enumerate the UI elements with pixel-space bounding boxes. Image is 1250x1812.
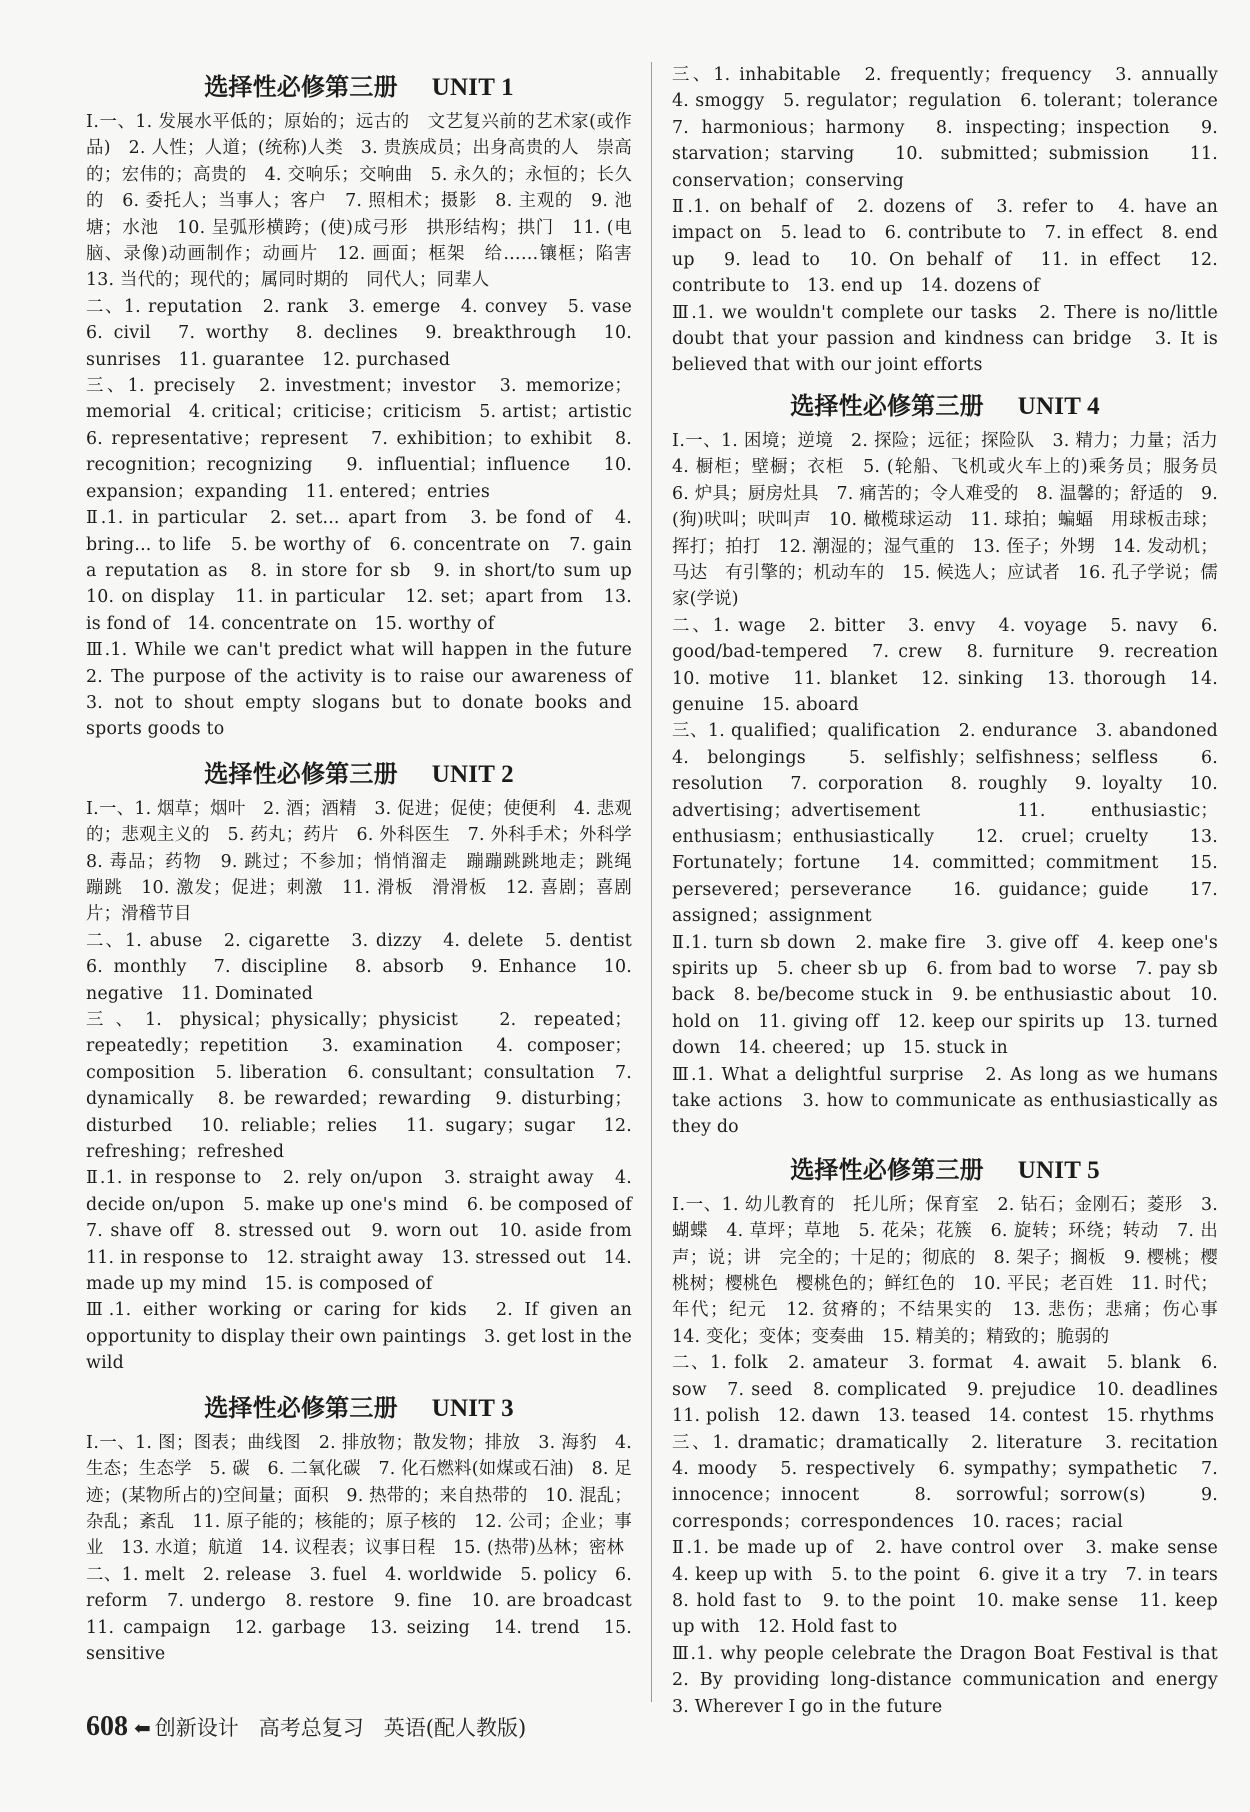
unit-4-part-2: 二、1. wage 2. bitter 3. envy 4. voyage 5. navy 6. good/bad-tempered 7. crew 8. furniture 9. recreation 10. motive 11. blanket 12. sinking 13. thorough 14. genuine 15. aboard bbox=[672, 615, 1236, 715]
arrow-left-icon: ⬅ bbox=[134, 1716, 151, 1740]
unit-3-part-1: Ⅰ.一、1. 图；图表；曲线图 2. 排放物；散发物；排放 3. 海豹 4. 生态；生态学 5. 碳 6. 二氧化碳 7. 化石燃料(如煤或石油) 8. 足迹；(某物所占的)空间量；面积 9. 热带的；来自热带的 10. 混乱；杂乱；紊乱 11. 原子能的；核能的；原子核的 12. 公司；企业；事业 13. 水道；航道 14. 议程表；议事日程 15. (热带)丛林；密林 bbox=[86, 1432, 632, 1559]
unit-1-part-2: 二、1. reputation 2. rank 3. emerge 4. convey 5. vase 6. civil 7. worthy 8. declines 9. breakthrough 10. sunrises 11. guarantee 12. purchased bbox=[86, 296, 650, 370]
unit-5-title bbox=[672, 1153, 1218, 1188]
unit-3-title bbox=[86, 1391, 632, 1426]
unit-5-title-unit: UNIT 5 bbox=[1017, 1156, 1100, 1184]
unit-1-title-unit: UNIT 1 bbox=[431, 74, 514, 101]
unit-3-part-3: 三、1. inhabitable 2. frequently；frequency 3. annually 4. smoggy 5. regulator；regulation 6. tolerant；tolerance 7. harmonious；harmony 8. inspecting；inspection 9. starvation；starving 10. submitted；submission 11. conservation；conserving bbox=[672, 65, 1236, 191]
unit-3-title-cn: 选择性必修第三册 bbox=[204, 1393, 398, 1422]
unit-2-part-4: Ⅱ.1. in response to 2. rely on/upon 3. straight away 4. decide on/upon 5. make up one's mind 6. be composed of 7. shave off 8. stressed out 9. worn out 10. aside from 11. in response to 12. straight away 13. stressed out 14. made up my mind 15. is composed of bbox=[86, 1168, 650, 1295]
unit-2-title bbox=[86, 757, 632, 792]
unit-4-part-1: Ⅰ.一、1. 困境；逆境 2. 探险；远征；探险队 3. 精力；力量；活力 4. 橱柜；壁橱；衣柜 5. (轮船、飞机或火车上的)乘务员；服务员 6. 炉具；厨房灶具 7. 痛苦的；令人难受的 8. 温馨的；舒适的 9. (狗)吠叫；吠叫声 10. 橄榄球运动 11. 球拍；蝙蝠 用球板击球；挥打；拍打 12. 潮湿的；湿气重的 13. 侄子；外甥 14. 发动机；马达 有引擎的；机动车的 15. 候选人；应试者 16. 孔子学说；儒家(学说) bbox=[672, 430, 1236, 610]
series-name: 高考总复习 bbox=[258, 1716, 364, 1740]
unit-5-part-1: Ⅰ.一、1. 幼儿教育的 托儿所；保育室 2. 钻石；金刚石；菱形 3. 蝴蝶 4. 草坪；草地 5. 花朵；花簇 6. 旋转；环绕；转动 7. 出声；说；讲 完全的；十足的；彻底的 8. 架子；搁板 9. 樱桃；樱桃树；樱桃色 樱桃色的；鲜红色的 10. 平民；老百姓 11. 时代；年代；纪元 12. 贫瘠的；不结果实的 13. 悲伤；悲痛；伤心事 14. 变化；变体；变奏曲 15. 精美的；精致的；脆弱的 bbox=[672, 1194, 1236, 1347]
unit-5-title-cn: 选择性必修第三册 bbox=[790, 1155, 984, 1184]
unit-4-part-4: Ⅱ.1. turn sb down 2. make fire 3. give off 4. keep one's spirits up 5. cheer sb up 6. from bad to worse 7. pay sb back 8. be/become stuck in 9. be enthusiastic about 10. hold on 11. giving off 12. keep our spirits up 13. turned down 14. cheered；up 15. stuck in bbox=[672, 932, 1218, 1059]
unit-3-part-5: Ⅲ.1. we wouldn't complete our tasks 2. There is no/little doubt that your passion and kindness can bridge 3. It is believed that with our joint efforts bbox=[672, 302, 1218, 376]
unit-4-title-unit: UNIT 4 bbox=[1017, 392, 1100, 420]
unit-4-title bbox=[672, 389, 1218, 424]
unit-5-part-2: 二、1. folk 2. amateur 3. format 4. await 5. blank 6. sow 7. seed 8. complicated 9. prejudice 10. deadlines 11. polish 12. dawn 13. teased 14. contest 15. rhythms bbox=[672, 1353, 1236, 1427]
unit-3-part-2: 二、1. melt 2. release 3. fuel 4. worldwide 5. policy 6. reform 7. undergo 8. restore 9. fine 10. are broadcast 11. campaign 12. garbage 13. seizing 14. trend 15. sensitive bbox=[86, 1564, 650, 1664]
column-divider bbox=[651, 62, 652, 1702]
unit-4-title-cn: 选择性必修第三册 bbox=[790, 391, 984, 420]
unit-4-part-3: 三、1. qualified；qualification 2. endurance 3. abandoned 4. belongings 5. selfishly；selfishness；selfless 6. resolution 7. corporation 8. roughly 9. loyalty 10. advertising；advertisement 11. enthusiastic；enthusiasm；enthusiastically 12. cruel；cruelty 13. Fortunately；fortune 14. committed；commitment 15. persevered；perseverance 16. guidance；guide 17. assigned；assignment bbox=[672, 721, 1236, 927]
unit-2-part-1: Ⅰ.一、1. 烟草；烟叶 2. 酒；酒精 3. 促进；促使；使便利 4. 悲观的；悲观主义的 5. 药丸；药片 6. 外科医生 7. 外科手术；外科学 8. 毒品；药物 9. 跳过；不参加；悄悄溜走 蹦蹦跳跳地走；跳绳 蹦跳 10. 激发；促进；刺激 11. 滑板 滑滑板 12. 喜剧；喜剧片；滑稽节目 bbox=[86, 798, 650, 925]
unit-2-part-2: 二、1. abuse 2. cigarette 3. dizzy 4. delete 5. dentist 6. monthly 7. discipline 8. absorb 9. Enhance 10. negative 11. Dominated bbox=[86, 930, 650, 1004]
unit-2-title-unit: UNIT 2 bbox=[431, 760, 514, 788]
unit-5-part-3: 三、1. dramatic；dramatically 2. literature 3. recitation 4. moody 5. respectively 6. sympathy；sympathetic 7. innocence；innocent 8. sorrowful；sorrow(s) 9. corresponds；correspondences 10. races；racial bbox=[672, 1432, 1236, 1532]
unit-1-title-cn: 选择性必修第三册 bbox=[204, 73, 398, 101]
page-footer bbox=[86, 1712, 526, 1743]
subject-name: 英语(配人教版) bbox=[383, 1716, 527, 1740]
unit-2-part-3: 三、1. physical；physically；physicist 2. repeated；repeatedly；repetition 3. examination 4. composer；composition 5. liberation 6. consultant；consultation 7. dynamically 8. be rewarded；rewarding 9. disturbing；disturbed 10. reliable；relies 11. sugary；sugar 12. refreshing；refreshed bbox=[86, 1010, 632, 1163]
left-column bbox=[86, 62, 650, 1667]
unit-5-part-5: Ⅲ.1. why people celebrate the Dragon Boat Festival is that 2. By providing long-distance communication and energy 3. Wherever I go in the future bbox=[672, 1643, 1236, 1717]
publisher-name: 创新设计 bbox=[154, 1716, 239, 1740]
unit-3-title-unit: UNIT 3 bbox=[431, 1394, 514, 1422]
unit-1-title bbox=[86, 70, 632, 105]
right-column bbox=[672, 62, 1236, 1720]
page-number: 608 bbox=[86, 1711, 128, 1742]
unit-5-part-4: Ⅱ.1. be made up of 2. have control over 3. make sense 4. keep up with 5. to the point 6. give it a try 7. in tears 8. hold fast to 9. to the point 10. make sense 11. keep up with 12. Hold fast to bbox=[672, 1538, 1236, 1638]
unit-1-part-5: Ⅲ.1. While we can't predict what will happen in the future 2. The purpose of the activity is to raise our awareness of 3. not to shout empty slogans but to donate books and sports goods to bbox=[86, 640, 650, 740]
unit-2-part-5: Ⅲ.1. either working or caring for kids 2. If given an opportunity to display their own paintings 3. get lost in the wild bbox=[86, 1300, 632, 1374]
unit-1-part-3: 三、1. precisely 2. investment；investor 3. memorize；memorial 4. critical；criticise；criticism 5. artist；artistic 6. representative；represent 7. exhibition；to exhibit 8. recognition；recognizing 9. influential；influence 10. expansion；expanding 11. entered；entries bbox=[86, 376, 650, 502]
unit-1-part-1: Ⅰ.一、1. 发展水平低的；原始的；远古的 文艺复兴前的艺术家(或作品) 2. 人性；人道；(统称)人类 3. 贵族成员；出身高贵的人 崇高的；宏伟的；高贵的 4. 交响乐；交响曲 5. 永久的；永恒的；长久的 6. 委托人；当事人；客户 7. 照相术；摄影 8. 主观的 9. 池塘；水池 10. 呈弧形横跨；(使)成弓形 拱形结构；拱门 11. (电脑、录像)动画制作；动画片 12. 画面；框架 给……镶框；陷害 13. 当代的；现代的；属同时期的 同代人；同辈人 bbox=[86, 112, 650, 291]
unit-3-part-4: Ⅱ.1. on behalf of 2. dozens of 3. refer to 4. have an impact on 5. lead to 6. contribute to 7. in effect 8. end up 9. lead to 10. On behalf of 11. in effect 12. contribute to 13. end up 14. dozens of bbox=[672, 197, 1218, 297]
unit-1-part-4: Ⅱ.1. in particular 2. set... apart from 3. be fond of 4. bring... to life 5. be worthy of 6. concentrate on 7. gain a reputation as 8. in store for sb 9. in short/to sum up 10. on display 11. in particular 12. set；apart from 13. is fond of 14. concentrate on 15. worthy of bbox=[86, 508, 650, 634]
unit-4-part-5: Ⅲ.1. What a delightful surprise 2. As long as we humans take actions 3. how to communicate as enthusiastically as they do bbox=[672, 1064, 1218, 1138]
unit-2-title-cn: 选择性必修第三册 bbox=[204, 759, 398, 788]
